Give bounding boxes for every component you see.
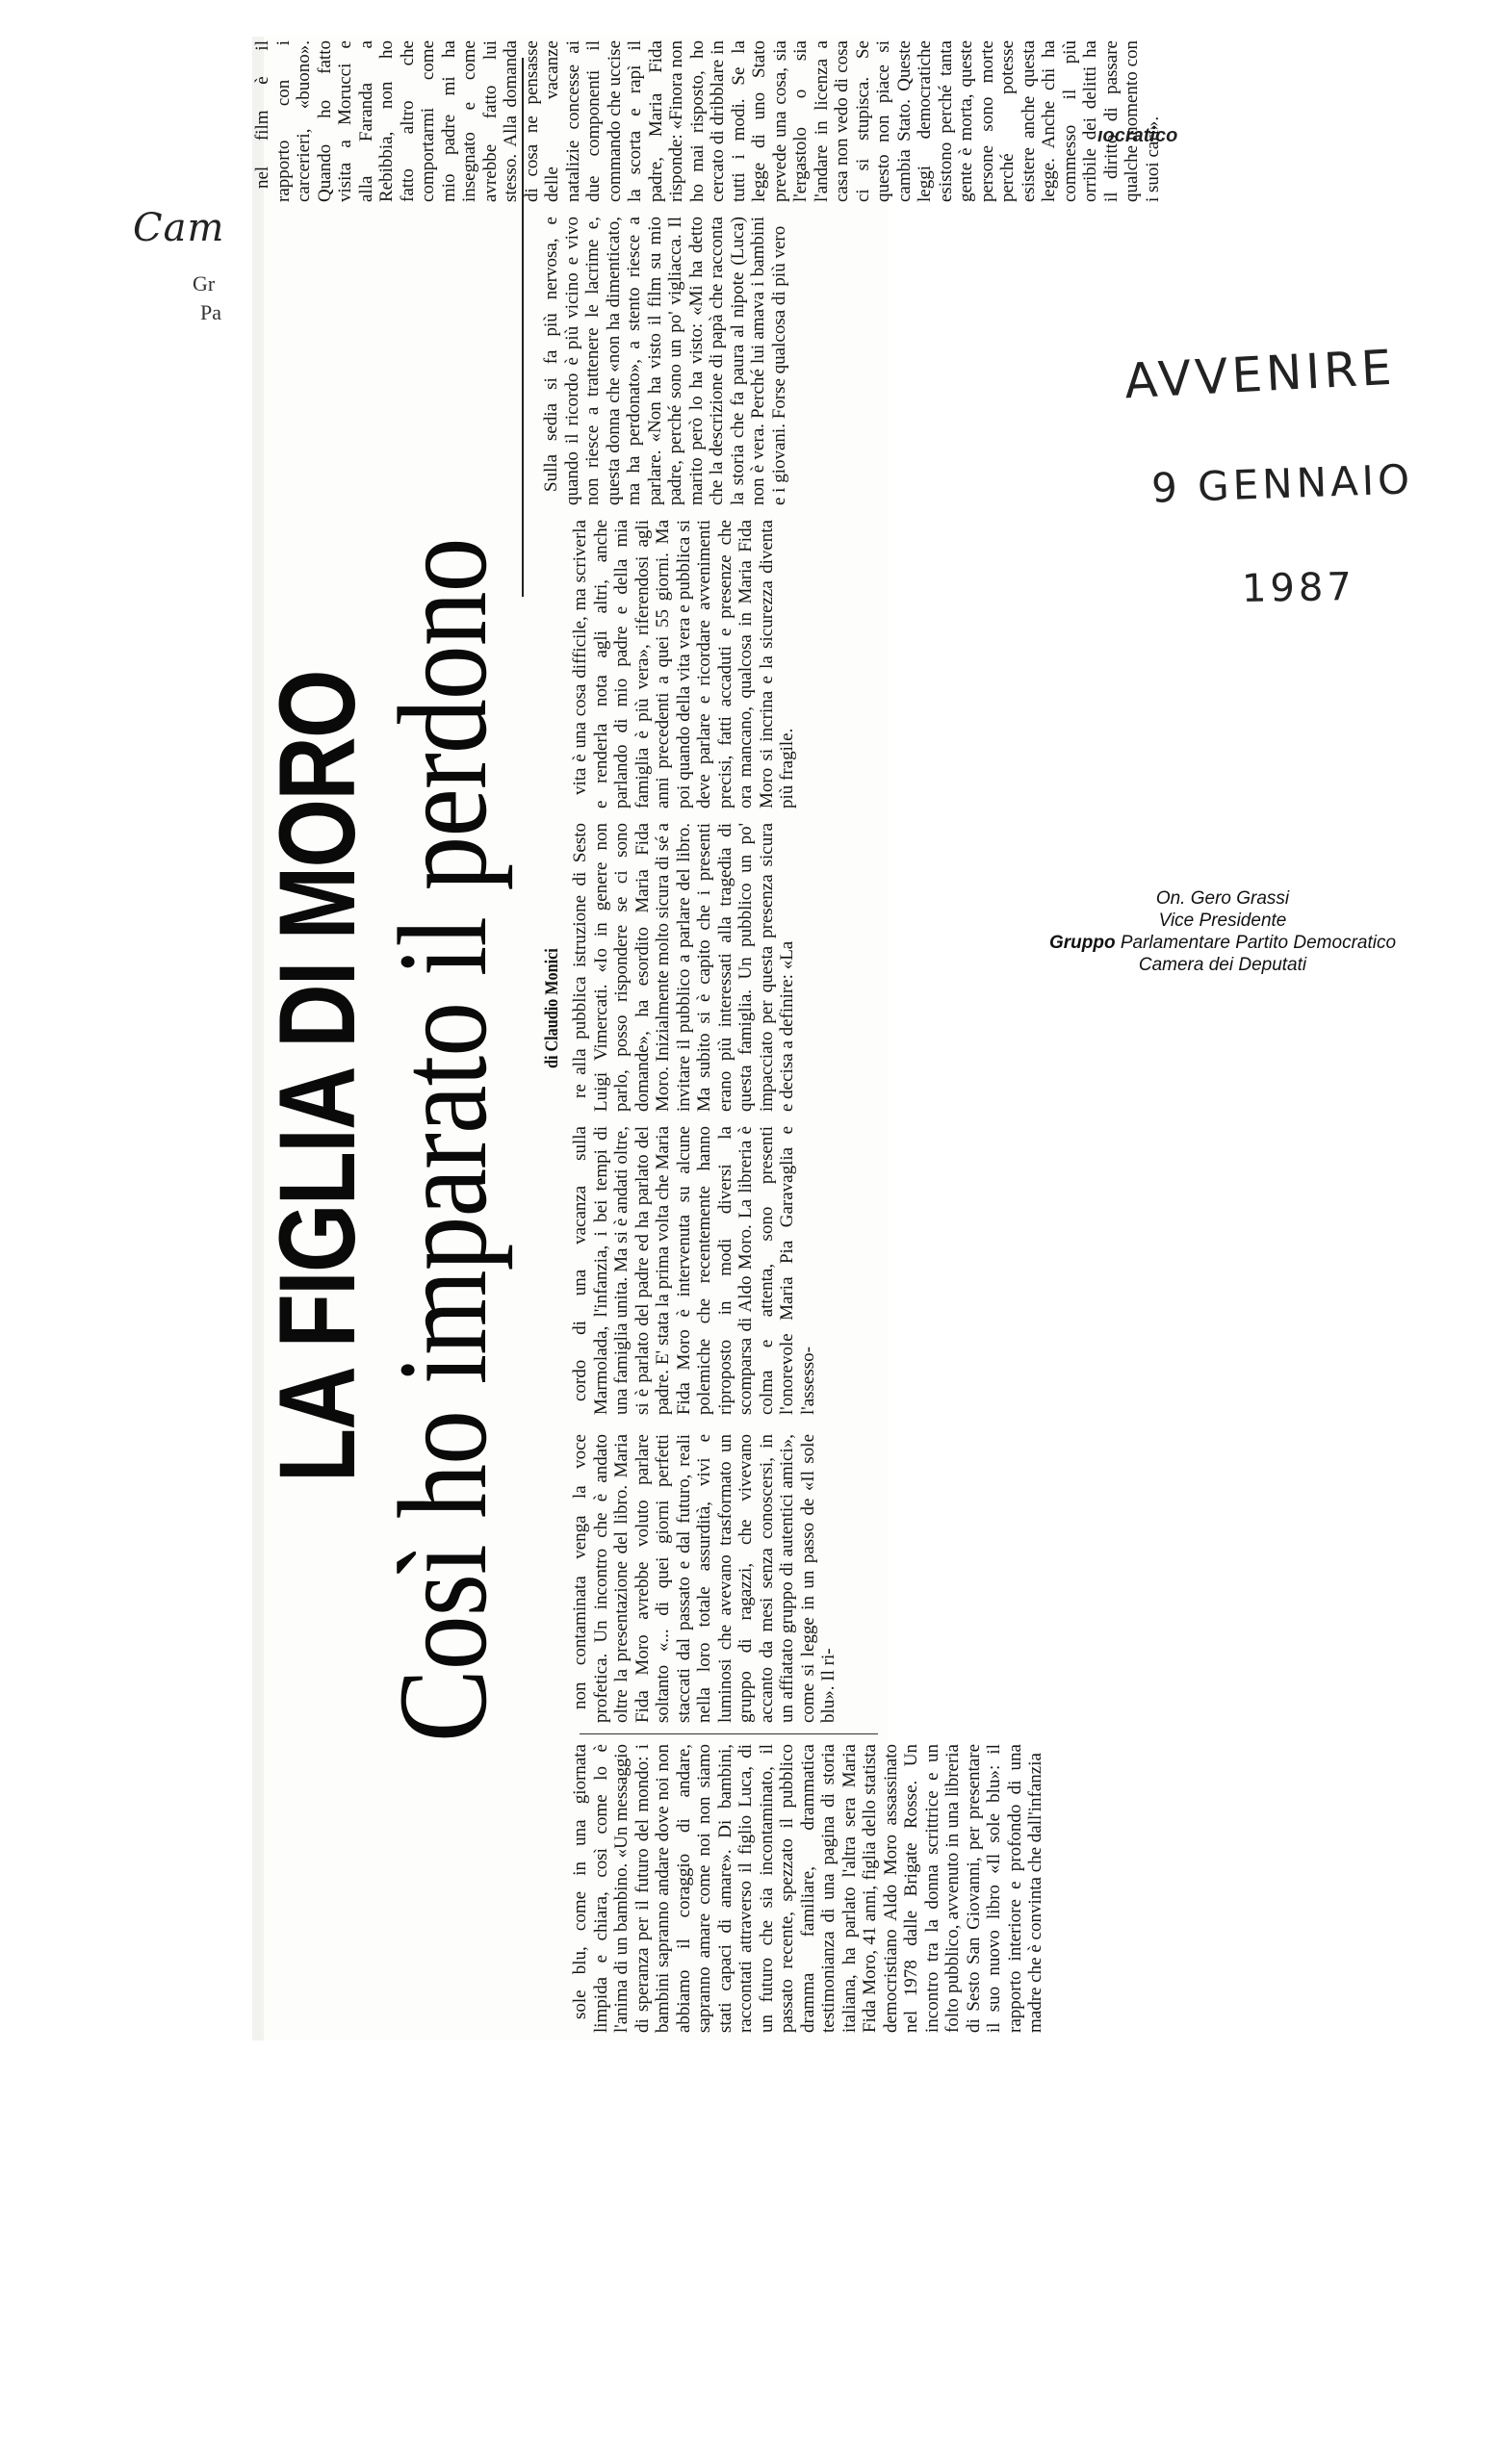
article-column-2: non contaminata venga la voce profetica. Un incontro che è andato oltre la presentazione del libro. Maria Fida Moro avrebbe voluto parlare soltanto «... di quei giorni perfetti staccati dal passato e dal futuro, reali nella loro totale assurdità, vivi e luminosi che avevano trasformato un gruppo di ragazzi, che vivevano accanto da mesi senza conoscersi, in un affiatato gruppo di autentici amici», come si legge in un passo de «Il sole blu». Il ri- [570,1434,838,1723]
article-title: Così ho imparato il perdono [372,538,513,1742]
background-text-fragment-pa: Pa [200,300,221,324]
article-column-5: vita è una cosa difficile, ma scriverla e renderla nota agli altri, anche parlando di mio padre e della mia famiglia è più vera», riferendosi agli anni precedenti a quei 55 giorni. Ma poi quando della vita vera e pubblica si deve parlare e ricordare avvenimenti precisi, fatti accaduti e presenze che ora mancano, qualcosa in Maria Fida Moro si incrina e la sicurezza diventa più fragile. [570,520,797,808]
stamp-group-bold: Gruppo [1048,933,1116,953]
column-rule [580,1733,878,1734]
stamp-group [1001,932,1444,954]
article-column-1: sole blu, come in una giornata limpida e chiara, così come lo è l'anima di un bambino. «Un messaggio di speranza per il futuro del mondo: i bambini sapranno andare dove noi non abbiamo il coraggio di andare, sapranno amare come noi non siamo stati capaci di amare». Di bambini, raccontati attraverso il figlio Luca, di un futuro che sia incontaminato, il passato recente, spezzato il pubblico dramma familiare, drammatica testimonianza di una pagina di storia italiana, ha parlato l'altra sera Maria Fida Moro, 41 anni, figlia dello statista democristiano Aldo Moro assassinato nel 1978 dalle Brigate Rosse. Un incontro tra la donna scrittrice e un folto pubblico, avvenuto in una libreria di Sesto San Giovanni, per presentare il suo nuovo libro «Il sole blu»: il rapporto interiore e profondo di una madre che è convinta che dall'infanzia [570,1744,1045,2033]
stamp-group-rest: Parlamentare Partito Democratico [1120,933,1397,953]
article-column-3: cordo di una vacanza sulla Marmolada, l'infanzia, i bei tempi di una famiglia unita. Ma si è andati oltre, si è parlato del padre ed ha parlato del padre. E' stata la prima volta che Maria Fida Moro è intervenuta su alcune polemiche che recentemente hanno riproposto in modi diversi la scomparsa di Aldo Moro. La libreria è colma e attenta, sono presenti l'onorevole Maria Pia Garavaglia e l'assesso- [570,1126,818,1415]
stamp-chamber: Camera dei Deputati [1138,955,1307,975]
stamp-role: Vice Presidente [1158,911,1287,931]
handwritten-year: 1987 [1241,564,1356,612]
background-text-fragment-gr: Gr [193,271,216,295]
stamp-block [1001,887,1444,976]
article-column-6: Sulla sedia si fa più nervosa, e quando il ricordo è più vicino e vivo non riesce a trattenere le lacrime e, questa donna che «non ha dimenticato, ma ha perdonato», a stento riesce a parlare. «Non ha visto il film su mio padre, perché sono un po' vigliacca. Il marito però lo ha visto: «Mi ha detto che la descrizione di papà che racconta la storia che fa paura al nipote (Luca) non è vera. Perché lui amava i bambini e i giovani. Forse qualcosa di più vero [541,217,789,505]
article-kicker: LA FIGLIA DI MORO [257,671,377,1482]
background-text-fragment-democratico: ıocratico [1097,125,1178,146]
article-byline: di Claudio Monici [542,948,562,1068]
article-column-7: nel film è il rapporto con i carcerieri, «buono». Quando ho fatto visita a Morucci e alla Faranda a Rebibbia, non ho fatto altro che comportarmi come mio padre mi ha insegnato e come avrebbe fatto lui stesso. Alla domanda di cosa ne pensasse delle vacanze natalizie concesse ai due componenti il commando che uccise la scorta e rapì il padre, Maria Fida risponde: «Finora non ho mai risposto, ho cercato di dribblare in tutti i modi. Se la legge di uno Stato prevede una cosa, sia l'ergastolo o sia l'andare in licenza a casa non vedo di cosa ci si stupisca. Se questo non piace si cambia Stato. Queste leggi democratiche esistono perché tanta gente è morta, queste persone sono morte perché potesse esistere anche questa legge. Anche chi ha commesso il più orribile dei delitti ha il diritto di passare qualche momento con i suoi cari». [252,40,1163,202]
article-column-4: re alla pubblica istruzione di Sesto Luigi Vimercati. «Io in genere non parlo, posso rispondere se ci sono domande», ha esordito Maria Fida Moro. Inizialmente molto sicura di sé a invitare il pubblico a parlare del libro. Ma subito si è capito che i presenti erano più interessati alla tragedia di questa famiglia. Un pubblico un po' impacciato per questa presenza sicura e decisa a definire: «La [570,823,797,1112]
handwritten-newspaper-name: AVVENIRE [1122,339,1397,410]
background-letterhead-fragment: Cam [133,206,225,250]
stamp-name: On. Gero Grassi [1155,888,1290,909]
handwritten-date: 9 GENNAIO [1150,455,1414,512]
